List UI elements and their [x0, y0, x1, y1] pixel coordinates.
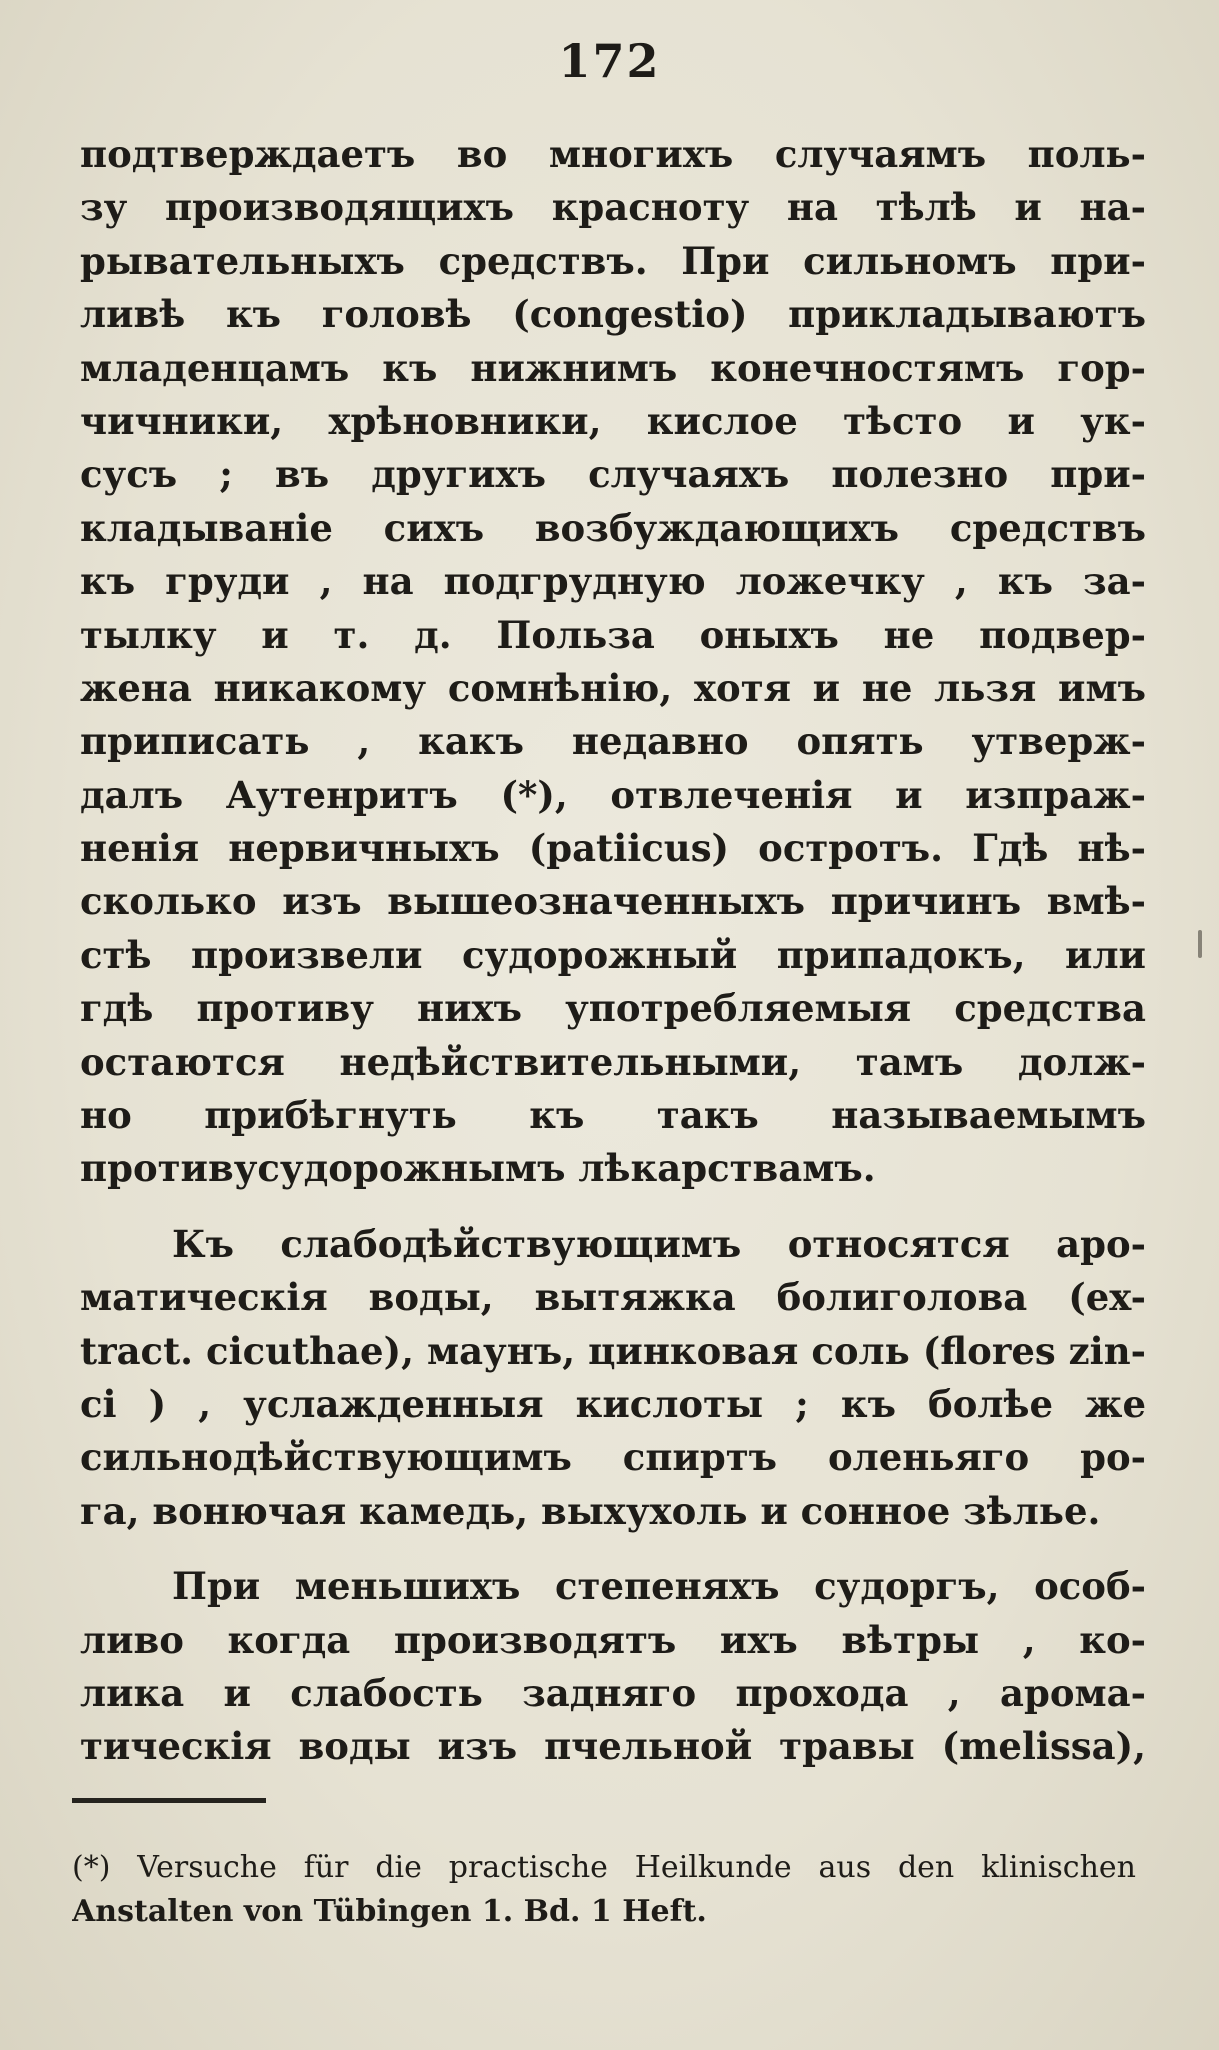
text-line: далъ Аутенритъ (*), отвлеченія и изпраж-: [80, 772, 1146, 817]
margin-mark: [1198, 930, 1202, 958]
body-text: [80, 128, 1146, 1774]
text-line: га, вонючая камедь, выхухоль и сонное зѣлье.: [80, 1488, 1101, 1533]
text-line: ненія нервичныхъ (patiicus) остротъ. Гдѣ нѣ-: [80, 826, 1146, 871]
text-line: ливо когда производятъ ихъ вѣтры , ко-: [80, 1617, 1146, 1662]
text-line: Къ слабодѣйствующимъ относятся аро-: [172, 1221, 1146, 1266]
text-line: tract. cicuthae), маунъ, цинковая соль (flores zin-: [80, 1328, 1146, 1373]
text-line: стѣ произвели судорожный припадокъ, или: [80, 932, 1146, 977]
text-line: чичники, хрѣновники, кислое тѣсто и ук-: [80, 398, 1146, 443]
footnote-divider: [72, 1798, 266, 1803]
paragraph-gap: [80, 1196, 1146, 1218]
text-line: сколько изъ вышеозначенныхъ причинъ вмѣ-: [80, 879, 1146, 924]
text-line: приписать , какъ недавно опять утверж-: [80, 719, 1146, 764]
text-line: ci ) , услажденныя кислоты ; къ болѣе же: [80, 1381, 1146, 1426]
text-line: рывательныхъ средствъ. При сильномъ при-: [80, 238, 1146, 283]
paragraph-gap: [80, 1538, 1146, 1560]
text-line: При меньшихъ степеняхъ судоргъ, особ-: [172, 1564, 1146, 1609]
text-line: младенцамъ къ нижнимъ конечностямъ гор-: [80, 345, 1146, 390]
text-line: сусъ ; въ другихъ случаяхъ полезно при-: [80, 452, 1146, 497]
text-line: матическія воды, вытяжка болиголова (ex-: [80, 1275, 1146, 1320]
footnote-line: Anstalten von Tübingen 1. Bd. 1 Heft.: [72, 1894, 707, 1929]
text-line: тическія воды изъ пчельной травы (melissa),: [80, 1724, 1146, 1769]
text-line: жена никакому сомнѣнію, хотя и не льзя имъ: [80, 665, 1146, 710]
page-number: 172: [558, 34, 661, 88]
text-line: гдѣ противу нихъ употребляемыя средства: [80, 986, 1146, 1031]
paragraph-2: [80, 1218, 1146, 1538]
text-line: остаются недѣйствительными, тамъ долж-: [80, 1039, 1146, 1084]
paragraph-3: [80, 1560, 1146, 1774]
text-line: къ груди , на подгрудную ложечку , къ за-: [80, 559, 1146, 604]
text-line: кладываніе сихъ возбуждающихъ средствъ: [80, 505, 1146, 550]
text-line: лика и слабость задняго прохода , арома-: [80, 1670, 1146, 1715]
footnote-line: (*) Versuche für die practische Heilkunde aus den klinischen: [72, 1850, 1136, 1885]
text-line: но прибѣгнуть къ такъ называемымъ: [80, 1093, 1146, 1138]
text-line: зу производящихъ красноту на тѣлѣ и на-: [80, 185, 1146, 230]
text-line: подтверждаетъ во многихъ случаямъ поль-: [80, 132, 1146, 176]
footnote: [72, 1846, 1136, 1934]
text-line: тылку и т. д. Польза оныхъ не подвер-: [80, 612, 1146, 657]
text-line: сильнодѣйствующимъ спиртъ оленьяго ро-: [80, 1435, 1146, 1480]
text-line: противусудорожнымъ лѣкарствамъ.: [80, 1146, 876, 1191]
text-line: ливѣ къ головѣ (congestio) прикладываютъ: [80, 292, 1146, 337]
paragraph-1: [80, 128, 1146, 1196]
